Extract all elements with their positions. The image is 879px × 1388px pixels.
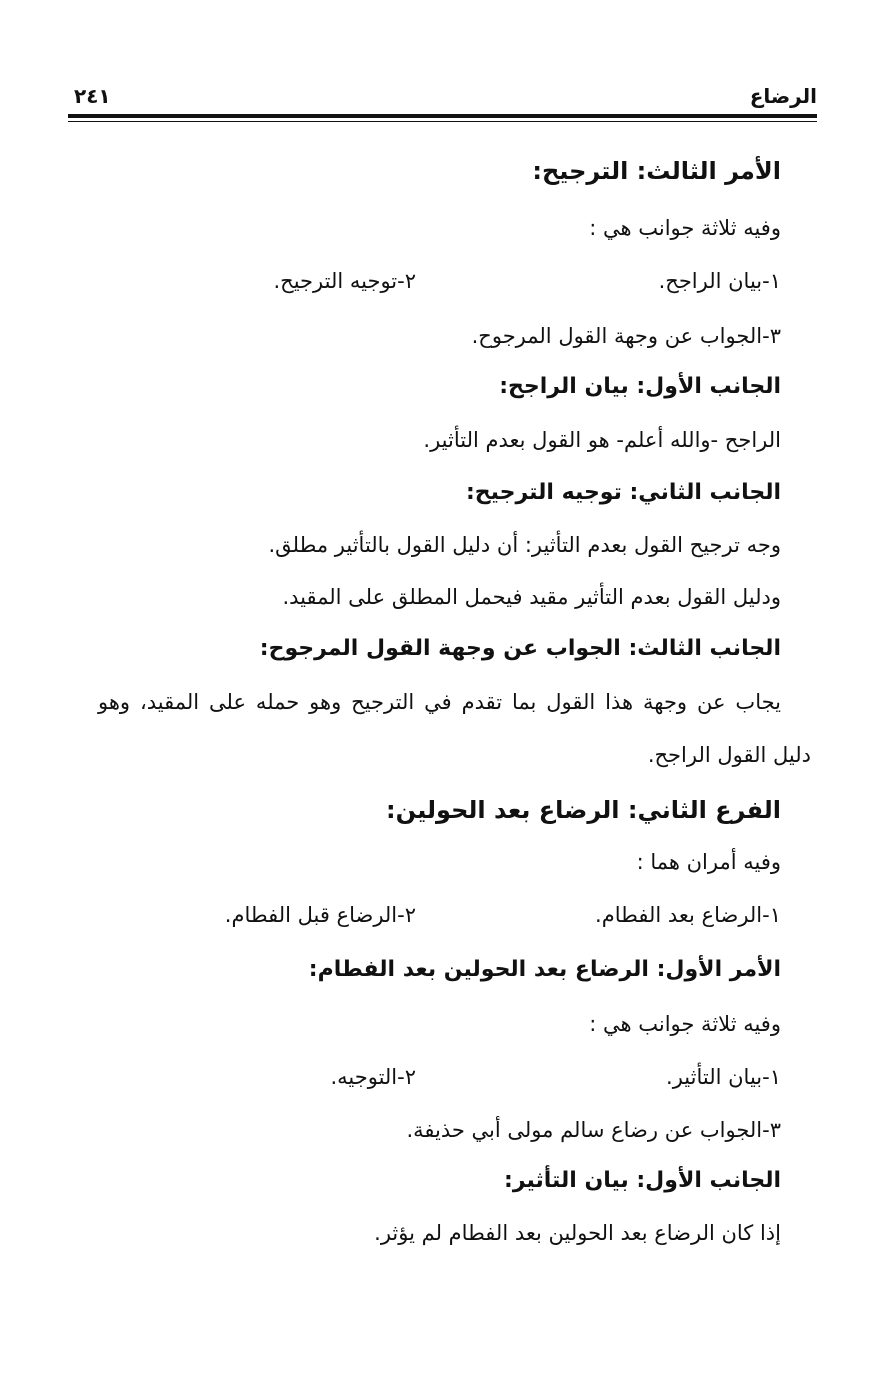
intro-two-matters: وفيه أمران هما : bbox=[636, 850, 781, 874]
paragraph-aspect-3-line-2: دليل القول الراجح. bbox=[647, 743, 811, 767]
list-item-2: ٢-الرضاع قبل الفطام. bbox=[224, 903, 416, 927]
paragraph-aspect-1-b: إذا كان الرضاع بعد الحولين بعد الفطام لم يؤثر. bbox=[374, 1221, 781, 1245]
list-item-3: ٣-الجواب عن رضاع سالم مولى أبي حذيفة. bbox=[406, 1118, 781, 1142]
heading-aspect-3: الجانب الثالث: الجواب عن وجهة القول المرجوح: bbox=[259, 636, 781, 661]
list-item-2: ٢-التوجيه. bbox=[330, 1065, 416, 1089]
header-rule-thick bbox=[68, 114, 817, 118]
list-item-1: ١-بيان الراجح. bbox=[658, 269, 781, 293]
chapter-title: الرضاع bbox=[749, 84, 817, 108]
heading-third-matter: الأمر الثالث: الترجيح: bbox=[532, 157, 781, 185]
header-rule-thin bbox=[68, 121, 817, 122]
list-item-1: ١-بيان التأثير. bbox=[666, 1065, 781, 1089]
paragraph-aspect-3-line-1: يجاب عن وجهة هذا القول بما تقدم في الترجيح وهو حمله على المقيد، وهو bbox=[98, 690, 781, 714]
list-item-3: ٣-الجواب عن وجهة القول المرجوح. bbox=[471, 324, 781, 348]
heading-first-matter: الأمر الأول: الرضاع بعد الحولين بعد الفطام: bbox=[308, 957, 781, 982]
heading-aspect-1: الجانب الأول: بيان الراجح: bbox=[499, 374, 781, 399]
page-number: ٢٤١ bbox=[74, 84, 111, 108]
paragraph-aspect-2-line-2: ودليل القول بعدم التأثير مقيد فيحمل المطلق على المقيد. bbox=[282, 585, 781, 609]
intro-three-aspects-2: وفيه ثلاثة جوانب هي : bbox=[589, 1012, 781, 1036]
paragraph-aspect-1: الراجح -والله أعلم- هو القول بعدم التأثير. bbox=[423, 428, 781, 452]
heading-aspect-1-b: الجانب الأول: بيان التأثير: bbox=[504, 1168, 781, 1193]
heading-branch-2: الفرع الثاني: الرضاع بعد الحولين: bbox=[386, 796, 781, 824]
list-item-1: ١-الرضاع بعد الفطام. bbox=[595, 903, 781, 927]
running-header bbox=[68, 84, 817, 110]
paragraph-aspect-2-line-1: وجه ترجيح القول بعدم التأثير: أن دليل القول بالتأثير مطلق. bbox=[268, 533, 781, 557]
intro-three-aspects: وفيه ثلاثة جوانب هي : bbox=[589, 216, 781, 240]
heading-aspect-2: الجانب الثاني: توجيه الترجيح: bbox=[466, 480, 781, 505]
list-item-2: ٢-توجيه الترجيح. bbox=[273, 269, 416, 293]
